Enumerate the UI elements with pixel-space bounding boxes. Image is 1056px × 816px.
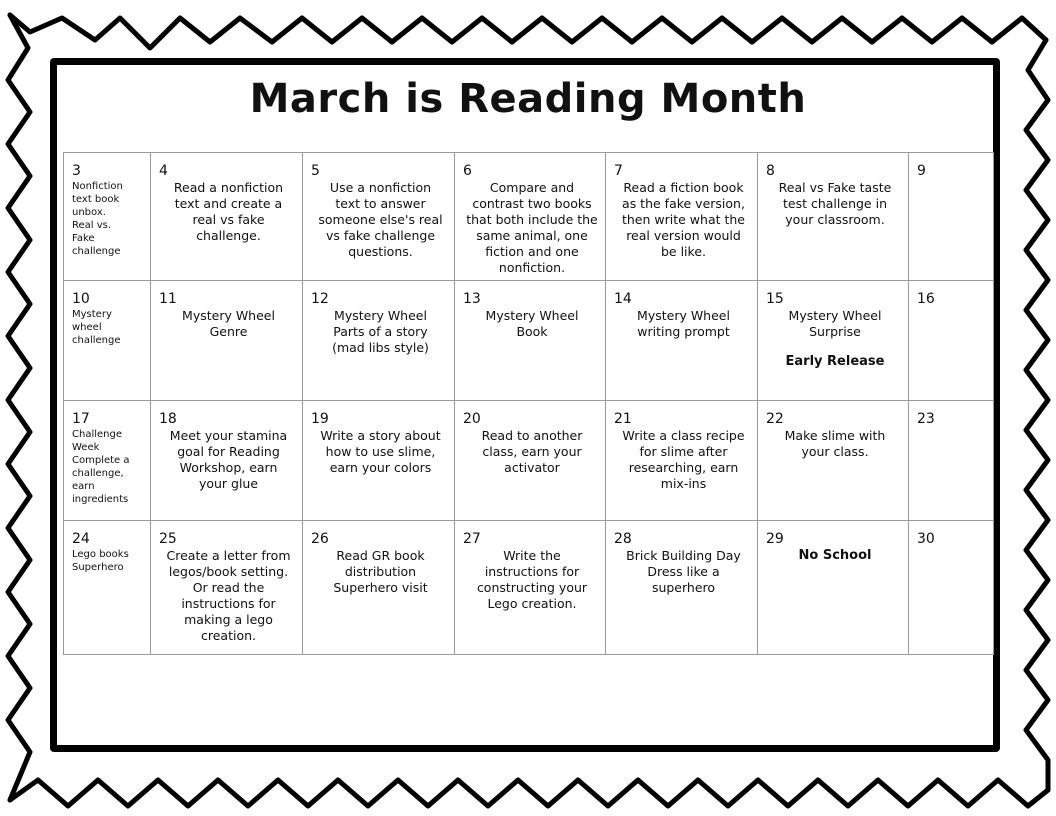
activity-line: wheel bbox=[72, 322, 102, 333]
activity-line: Book bbox=[516, 324, 548, 339]
day-activity bbox=[311, 428, 450, 476]
day-activity bbox=[311, 308, 450, 356]
activity-line: as the fake version, bbox=[622, 196, 745, 211]
activity-line: writing prompt bbox=[637, 324, 730, 339]
calendar-day-cell bbox=[455, 401, 606, 521]
calendar-day-cell bbox=[455, 281, 606, 401]
calendar-day-cell bbox=[151, 281, 303, 401]
activity-line: Dress like a bbox=[647, 564, 720, 579]
day-number: 14 bbox=[614, 291, 632, 307]
activity-line: making a lego bbox=[184, 612, 273, 627]
activity-line: superhero bbox=[651, 580, 716, 595]
activity-line: distribution bbox=[344, 564, 417, 579]
day-activity bbox=[463, 428, 601, 476]
day-activity bbox=[614, 308, 753, 340]
calendar-day-cell bbox=[606, 521, 758, 655]
activity-line: Mystery bbox=[72, 309, 112, 320]
calendar-grid bbox=[63, 152, 994, 655]
activity-line: Lego books bbox=[72, 549, 129, 560]
calendar-day-cell bbox=[606, 401, 758, 521]
activity-line: activator bbox=[504, 460, 560, 475]
day-number: 16 bbox=[917, 291, 935, 307]
day-activity bbox=[159, 180, 298, 244]
activity-line: Workshop, earn bbox=[179, 460, 278, 475]
activity-line: your glue bbox=[198, 476, 259, 491]
calendar-day-cell bbox=[151, 521, 303, 655]
activity-line: Real vs Fake taste bbox=[778, 180, 892, 195]
activity-line: Write a class recipe bbox=[622, 428, 745, 443]
activity-line: how to use slime, bbox=[325, 444, 436, 459]
day-number: 6 bbox=[463, 163, 472, 179]
activity-line: earn your colors bbox=[329, 460, 432, 475]
activity-line: challenge. bbox=[196, 228, 261, 243]
activity-line: real version would bbox=[626, 228, 741, 243]
day-number: 13 bbox=[463, 291, 481, 307]
activity-line: Use a nonfiction bbox=[329, 180, 432, 195]
activity-line: for slime after bbox=[639, 444, 728, 459]
calendar-day-cell bbox=[151, 401, 303, 521]
day-number: 30 bbox=[917, 531, 935, 547]
activity-line: fiction and one bbox=[485, 244, 579, 259]
activity-line: your classroom. bbox=[785, 212, 885, 227]
activity-line: be like. bbox=[660, 244, 706, 259]
no-school-note: No School bbox=[798, 548, 872, 563]
activity-line: then write what the bbox=[621, 212, 745, 227]
activity-line: Surprise bbox=[809, 324, 861, 339]
activity-line: instructions for bbox=[484, 564, 580, 579]
day-number: 19 bbox=[311, 411, 329, 427]
activity-line: Mystery Wheel bbox=[788, 308, 882, 323]
activity-line: Write a story about bbox=[320, 428, 441, 443]
day-activity bbox=[766, 308, 904, 340]
early-release-note: Early Release bbox=[785, 354, 885, 369]
day-number: 27 bbox=[463, 531, 481, 547]
day-activity bbox=[766, 428, 904, 460]
activity-line: ingredients bbox=[72, 494, 129, 505]
day-activity bbox=[463, 308, 601, 340]
activity-line: Read a fiction book bbox=[623, 180, 744, 195]
day-activity bbox=[159, 428, 298, 492]
day-number: 5 bbox=[311, 163, 320, 179]
calendar-day-cell bbox=[64, 521, 151, 655]
calendar-day-cell bbox=[909, 281, 994, 401]
activity-line: Week bbox=[72, 442, 100, 453]
activity-line: Nonfiction bbox=[72, 181, 123, 192]
calendar-day-cell bbox=[303, 401, 455, 521]
activity-line: Read GR book bbox=[336, 548, 425, 563]
day-number: 21 bbox=[614, 411, 632, 427]
day-activity bbox=[72, 428, 146, 506]
activity-line: Compare and bbox=[489, 180, 575, 195]
day-number: 24 bbox=[72, 531, 90, 547]
activity-line: test challenge in bbox=[783, 196, 887, 211]
activity-line: Mystery Wheel bbox=[182, 308, 275, 323]
activity-line: your class. bbox=[801, 444, 869, 459]
activity-line: Read a nonfiction bbox=[173, 180, 284, 195]
calendar-day-cell bbox=[303, 521, 455, 655]
day-number: 23 bbox=[917, 411, 935, 427]
activity-line: (mad libs style) bbox=[332, 340, 429, 355]
activity-line: goal for Reading bbox=[177, 444, 280, 459]
day-activity bbox=[463, 180, 601, 276]
day-number: 25 bbox=[159, 531, 177, 547]
activity-line: creation. bbox=[200, 628, 256, 643]
day-activity bbox=[72, 308, 146, 347]
activity-line: challenge bbox=[72, 246, 121, 257]
activity-line: constructing your bbox=[476, 580, 588, 595]
day-number: 28 bbox=[614, 531, 632, 547]
day-activity bbox=[614, 428, 753, 492]
calendar-week-row bbox=[64, 401, 994, 521]
day-activity bbox=[463, 548, 601, 612]
activity-line: challenge bbox=[72, 335, 121, 346]
activity-line: Or read the bbox=[192, 580, 265, 595]
activity-line: class, earn your bbox=[482, 444, 582, 459]
day-number: 12 bbox=[311, 291, 329, 307]
activity-line: Mystery Wheel bbox=[334, 308, 427, 323]
calendar-day-cell bbox=[455, 521, 606, 655]
activity-line: Superhero visit bbox=[333, 580, 428, 595]
page-title: March is Reading Month bbox=[249, 76, 807, 122]
day-number: 10 bbox=[72, 291, 90, 307]
day-activity bbox=[311, 180, 450, 260]
calendar-day-cell bbox=[909, 153, 994, 281]
calendar-week-row bbox=[64, 153, 994, 281]
activity-line: same animal, one bbox=[476, 228, 588, 243]
activity-line: Meet your stamina bbox=[169, 428, 288, 443]
activity-line: unbox. bbox=[72, 207, 106, 218]
activity-line: text to answer bbox=[335, 196, 426, 211]
day-activity bbox=[72, 548, 146, 574]
day-activity bbox=[614, 548, 753, 596]
activity-line: text book bbox=[72, 194, 120, 205]
activity-line: Real vs. bbox=[72, 220, 112, 231]
calendar-day-cell bbox=[64, 281, 151, 401]
activity-line: Mystery Wheel bbox=[485, 308, 579, 323]
day-activity bbox=[766, 180, 904, 228]
calendar-day-cell bbox=[606, 153, 758, 281]
calendar-day-cell bbox=[455, 153, 606, 281]
activity-line: Lego creation. bbox=[487, 596, 577, 611]
day-number: 7 bbox=[614, 163, 623, 179]
calendar-day-cell bbox=[758, 281, 909, 401]
day-number: 20 bbox=[463, 411, 481, 427]
activity-line: Write the bbox=[503, 548, 561, 563]
activity-line: Fake bbox=[72, 233, 95, 244]
activity-line: that both include the bbox=[466, 212, 598, 227]
activity-line: Challenge bbox=[72, 429, 122, 440]
activity-line: Genre bbox=[209, 324, 248, 339]
activity-line: researching, earn bbox=[628, 460, 739, 475]
calendar-week-row bbox=[64, 521, 994, 655]
activity-line: someone else's real bbox=[318, 212, 443, 227]
day-number: 4 bbox=[159, 163, 168, 179]
activity-line: questions. bbox=[348, 244, 413, 259]
activity-line: Parts of a story bbox=[333, 324, 428, 339]
calendar-day-cell bbox=[909, 521, 994, 655]
activity-line: vs fake challenge bbox=[325, 228, 436, 243]
day-number: 22 bbox=[766, 411, 784, 427]
day-number: 17 bbox=[72, 411, 90, 427]
calendar-day-cell bbox=[151, 153, 303, 281]
calendar-day-cell bbox=[303, 281, 455, 401]
activity-line: contrast two books bbox=[472, 196, 592, 211]
calendar-day-cell bbox=[758, 153, 909, 281]
calendar-week-row bbox=[64, 281, 994, 401]
calendar-day-cell bbox=[64, 153, 151, 281]
calendar-day-cell bbox=[758, 521, 909, 655]
activity-line: Brick Building Day bbox=[626, 548, 741, 563]
day-activity bbox=[72, 180, 146, 258]
activity-line: Make slime with bbox=[784, 428, 886, 443]
activity-line: Mystery Wheel bbox=[637, 308, 730, 323]
day-activity bbox=[159, 308, 298, 340]
day-number: 9 bbox=[917, 163, 926, 179]
calendar-day-cell bbox=[909, 401, 994, 521]
activity-line: real vs fake bbox=[192, 212, 265, 227]
day-number: 26 bbox=[311, 531, 329, 547]
activity-line: legos/book setting. bbox=[168, 564, 289, 579]
day-number: 29 bbox=[766, 531, 784, 547]
activity-line: instructions for bbox=[181, 596, 276, 611]
day-number: 18 bbox=[159, 411, 177, 427]
activity-line: nonfiction. bbox=[498, 260, 566, 275]
day-number: 11 bbox=[159, 291, 177, 307]
activity-line: Superhero bbox=[72, 562, 124, 573]
day-number: 3 bbox=[72, 163, 81, 179]
day-activity bbox=[311, 548, 450, 596]
calendar-day-cell bbox=[758, 401, 909, 521]
day-number: 8 bbox=[766, 163, 775, 179]
activity-line: earn bbox=[72, 481, 95, 492]
calendar-day-cell bbox=[303, 153, 455, 281]
activity-line: Read to another bbox=[481, 428, 583, 443]
day-activity bbox=[159, 548, 298, 644]
activity-line: Create a letter from bbox=[166, 548, 291, 563]
day-number: 15 bbox=[766, 291, 784, 307]
activity-line: mix-ins bbox=[660, 476, 707, 491]
calendar-day-cell bbox=[64, 401, 151, 521]
calendar-day-cell bbox=[606, 281, 758, 401]
activity-line: text and create a bbox=[174, 196, 283, 211]
activity-line: Complete a bbox=[72, 455, 130, 466]
activity-line: challenge, bbox=[72, 468, 124, 479]
day-activity bbox=[614, 180, 753, 260]
